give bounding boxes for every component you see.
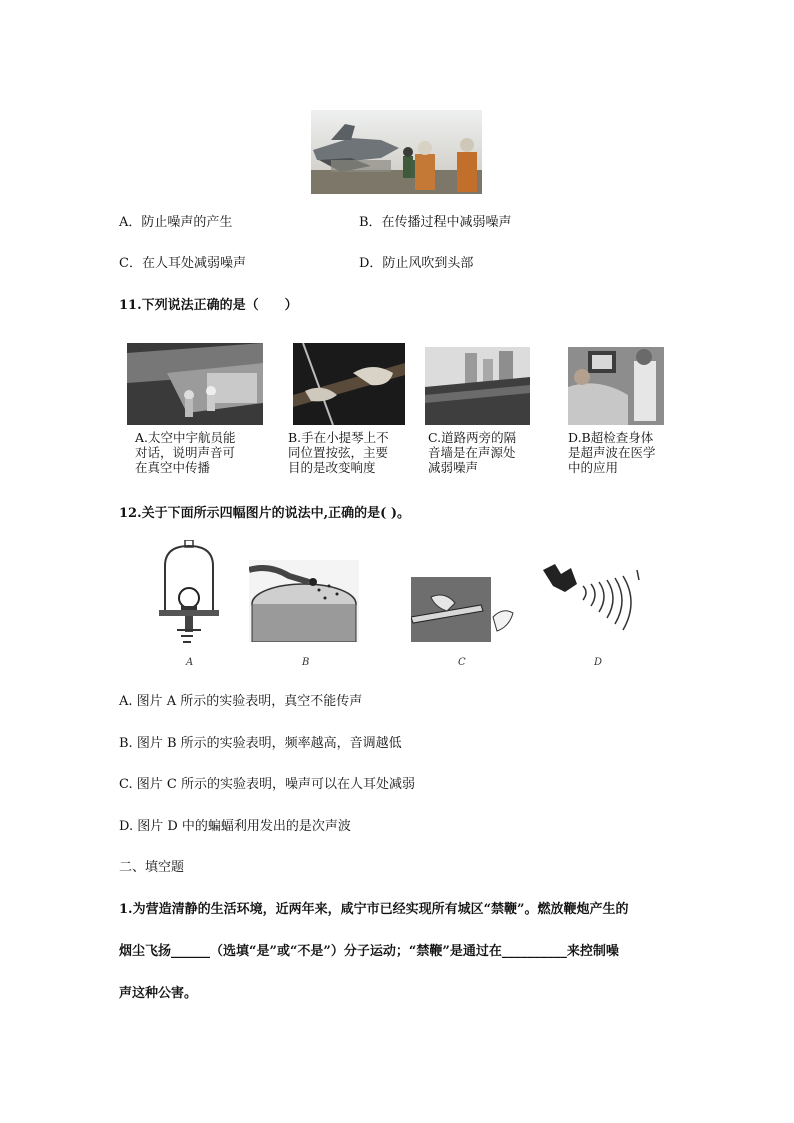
fill1-line3: 声这种公害。 [119,986,198,1001]
q11-caption-d: D.B超检查身体 是超声波在医学 中的应用 [568,430,656,475]
section-title-fill-in: 二、填空题 [119,860,185,875]
q12-option-c: C. 图片 C 所示的实验表明，噪声可以在人耳处减弱 [119,777,415,792]
q11-photo-c-noise-barrier [425,347,530,425]
q12-figure-label-a: A [186,657,194,668]
q11-photo-b-violin [293,343,405,425]
q11-photo-d-ultrasound [568,347,664,425]
q12-figure-label-d: D [594,657,603,668]
q11-caption-b: B.手在小提琴上不 同位置按弦，主要 目的是改变响度 [288,430,389,475]
q11-photo-a-space-station [127,343,263,425]
q12-figure-c-ruler [411,577,521,642]
q12-figure-d-bat [541,562,643,644]
q12-figure-label-b: B [302,657,310,668]
q12-figure-b-drum [249,560,359,642]
q10-option-d: D．防止风吹到头部 [359,256,474,271]
q10-option-b: B．在传播过程中减弱噪声 [359,215,512,230]
q12-option-d: D. 图片 D 中的蝙蝠利用发出的是次声波 [119,819,351,834]
q10-option-a: A．防止噪声的产生 [119,215,233,230]
q11-caption-a: A.太空中宇航员能 对话，说明声音可 在真空中传播 [135,430,236,475]
q12-figure-a-bell-jar [157,540,221,646]
q12-option-b: B. 图片 B 所示的实验表明，频率越高，音调越低 [119,736,402,751]
q11-caption-c: C.道路两旁的隔 音墙是在声源处 减弱噪声 [428,430,517,475]
q10-option-c: C．在人耳处减弱噪声 [119,256,246,271]
fill1-line1: 1.为营造清静的生活环境，近两年来，咸宁市已经实现所有城区“禁鞭”。燃放鞭炮产生的 [119,902,629,917]
carrier-deck-photo [311,110,482,194]
q12-figure-label-c: C [458,657,466,668]
q11-stem: 11.下列说法正确的是（ ） [119,298,298,313]
q12-stem: 12.关于下面所示四幅图片的说法中,正确的是( )。 [119,506,410,521]
q12-option-a: A. 图片 A 所示的实验表明，真空不能传声 [119,694,363,709]
fill1-line2: 烟尘飞扬______（选填“是”或“不是”）分子运动；“禁鞭”是通过在__________来控制噪 [119,944,619,959]
